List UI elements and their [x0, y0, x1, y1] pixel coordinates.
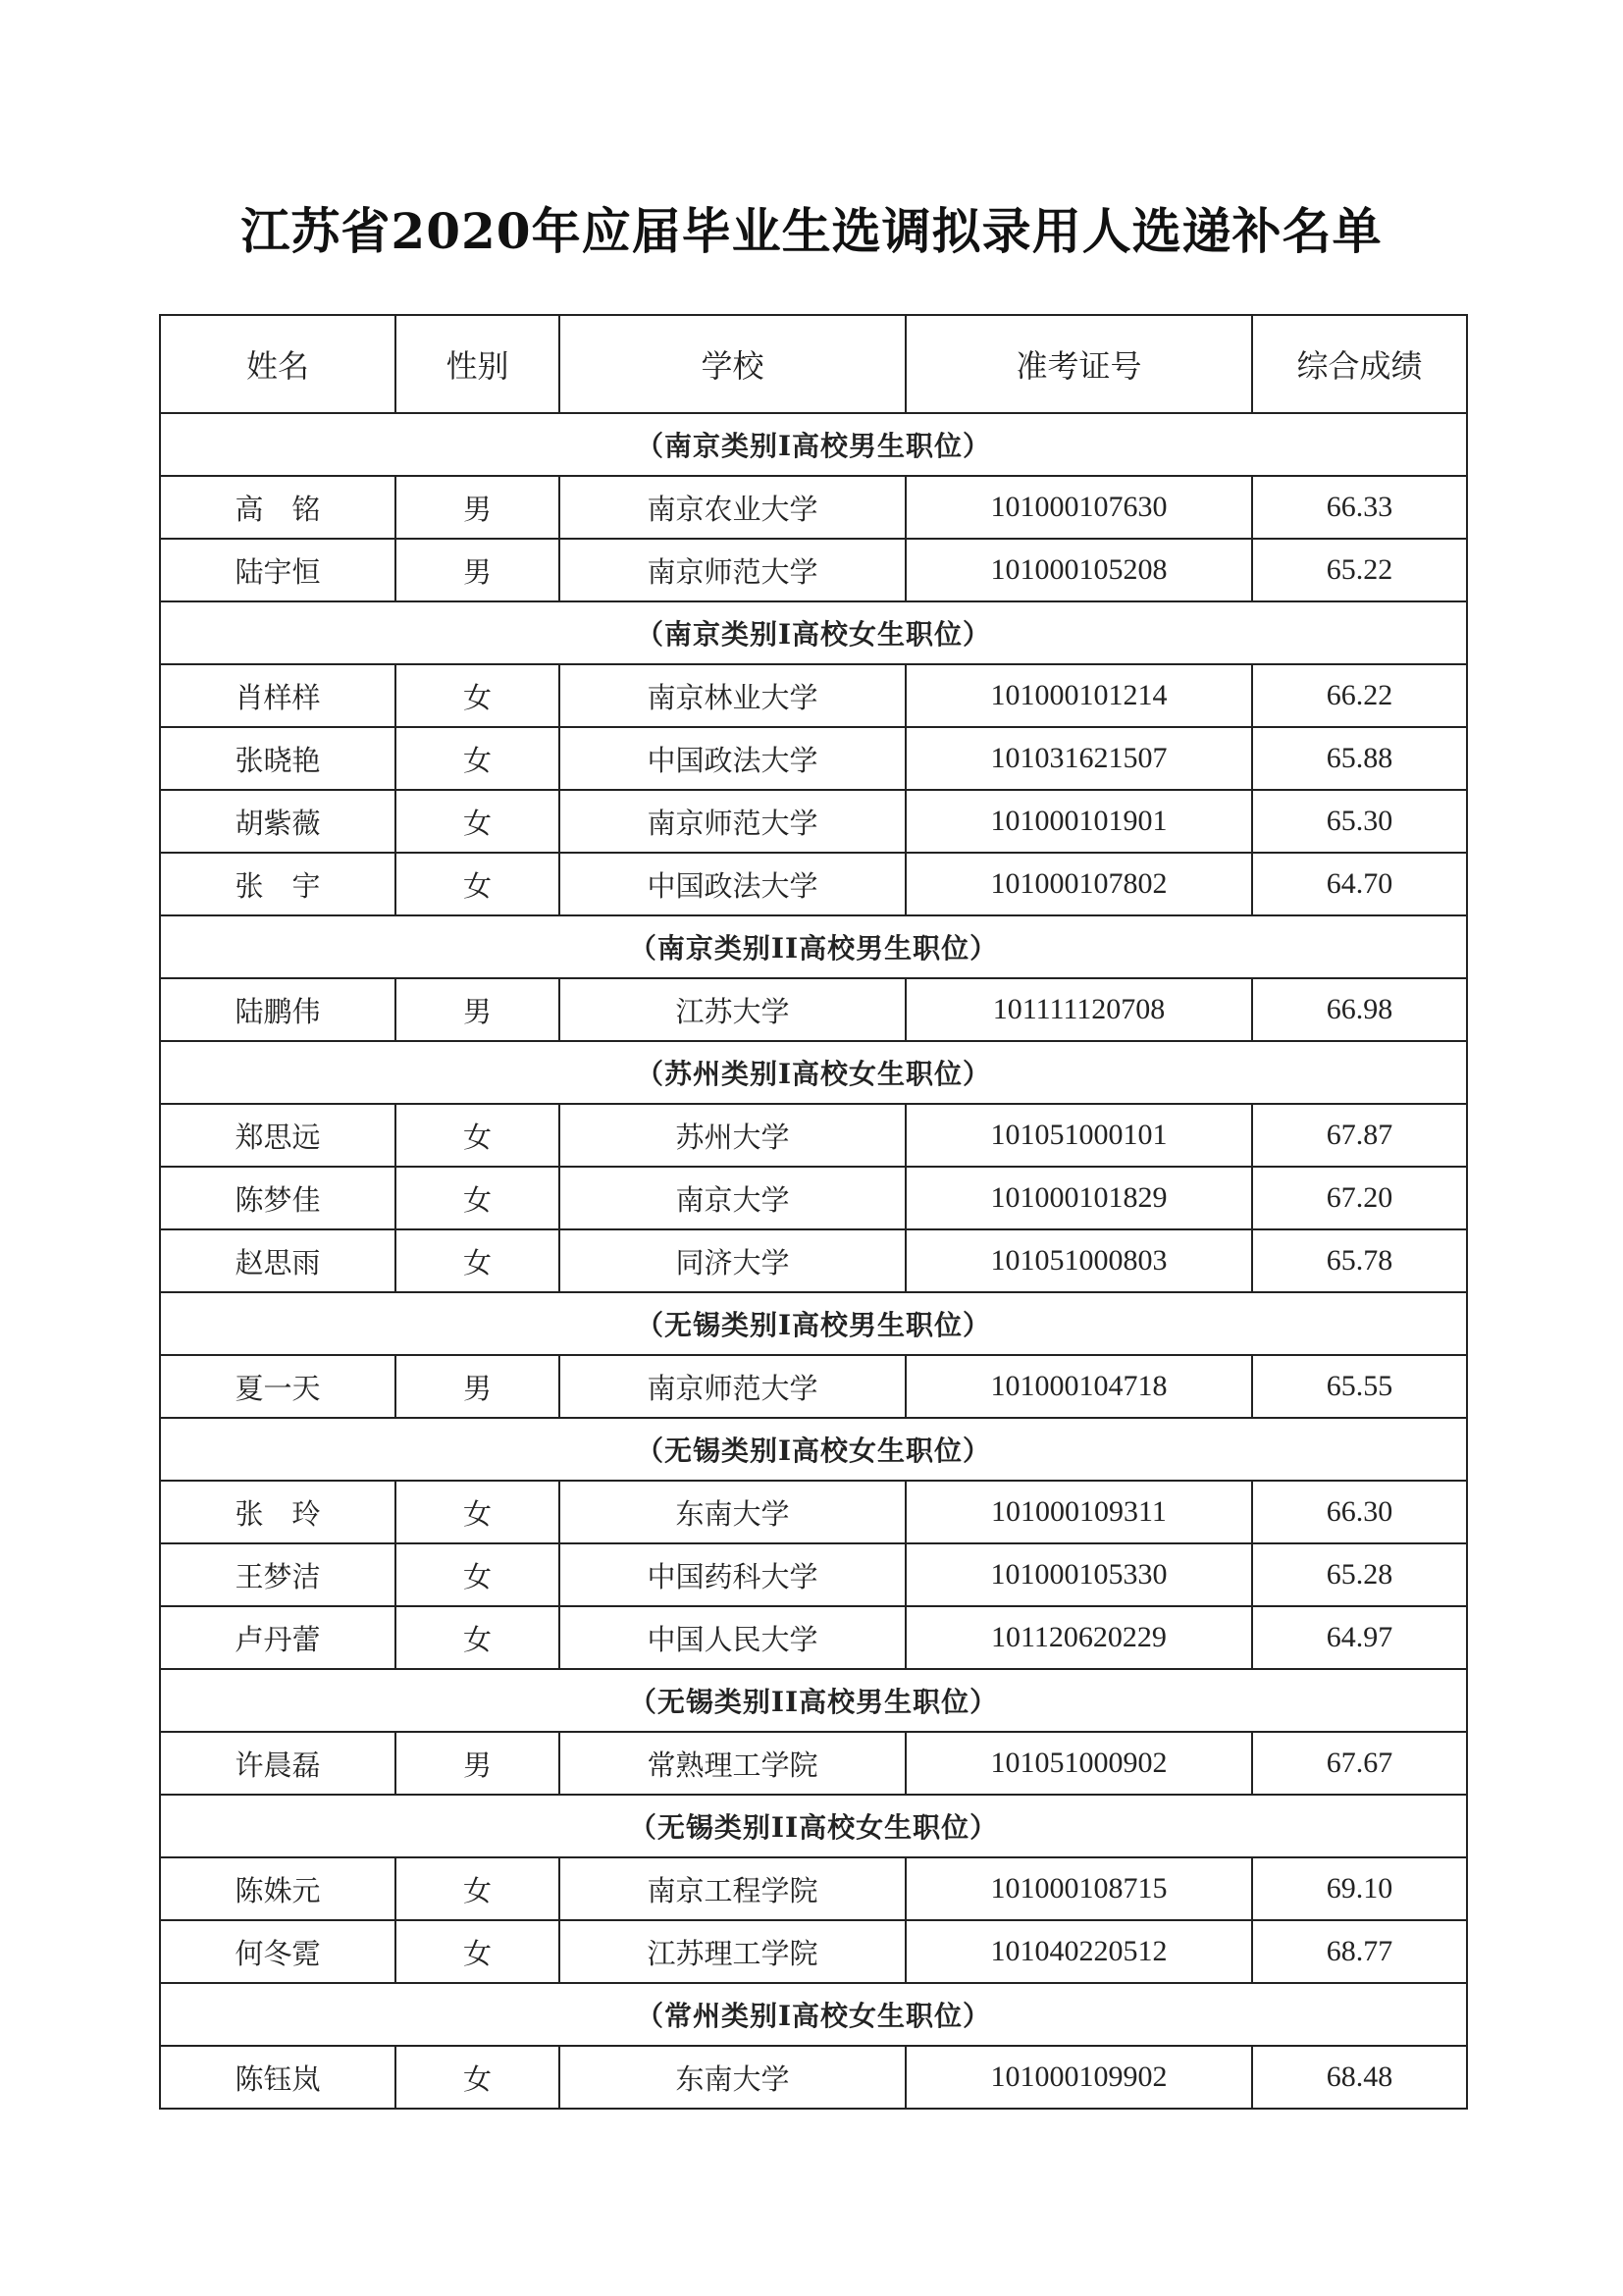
candidate-name: 高 铭: [160, 476, 395, 539]
column-header-exam-number: 准考证号: [906, 315, 1252, 413]
position-group-label: （苏州类别I高校女生职位）: [160, 1041, 1467, 1104]
candidate-exam-number: 101000104718: [906, 1355, 1252, 1418]
candidate-score: 65.22: [1252, 539, 1467, 601]
position-group-row: [160, 413, 1467, 476]
candidate-name: 张 宇: [160, 853, 395, 915]
candidate-score: 65.78: [1252, 1229, 1467, 1292]
candidate-school: 南京师范大学: [559, 1355, 906, 1418]
candidate-name: 陈梦佳: [160, 1167, 395, 1229]
position-group-label: （南京类别I高校女生职位）: [160, 601, 1467, 664]
candidate-gender: 女: [395, 2046, 559, 2109]
table-row: [160, 476, 1467, 539]
position-group-row: [160, 1041, 1467, 1104]
candidate-score: 67.67: [1252, 1732, 1467, 1795]
candidate-school: 南京师范大学: [559, 790, 906, 853]
candidate-gender: 男: [395, 1355, 559, 1418]
candidate-name: 肖样样: [160, 664, 395, 727]
candidate-score: 68.77: [1252, 1920, 1467, 1983]
position-group-row: [160, 1983, 1467, 2046]
candidate-exam-number: 101031621507: [906, 727, 1252, 790]
candidate-score: 66.98: [1252, 978, 1467, 1041]
candidate-score: 65.28: [1252, 1543, 1467, 1606]
position-group-row: [160, 601, 1467, 664]
candidate-gender: 男: [395, 1732, 559, 1795]
candidate-table: [159, 314, 1468, 2110]
candidate-name: 陈钰岚: [160, 2046, 395, 2109]
candidate-school: 江苏理工学院: [559, 1920, 906, 1983]
candidate-name: 卢丹蕾: [160, 1606, 395, 1669]
candidate-exam-number: 101051000101: [906, 1104, 1252, 1167]
table-row: [160, 1229, 1467, 1292]
candidate-gender: 男: [395, 978, 559, 1041]
candidate-gender: 女: [395, 1229, 559, 1292]
candidate-school: 南京大学: [559, 1167, 906, 1229]
position-group-row: [160, 1669, 1467, 1732]
table-row: [160, 1104, 1467, 1167]
position-group-row: [160, 1795, 1467, 1857]
position-group-label: （无锡类别I高校女生职位）: [160, 1418, 1467, 1481]
candidate-score: 64.97: [1252, 1606, 1467, 1669]
candidate-score: 65.88: [1252, 727, 1467, 790]
candidate-exam-number: 101000101214: [906, 664, 1252, 727]
candidate-gender: 女: [395, 727, 559, 790]
position-group-label: （无锡类别II高校男生职位）: [160, 1669, 1467, 1732]
candidate-school: 东南大学: [559, 2046, 906, 2109]
candidate-school: 中国药科大学: [559, 1543, 906, 1606]
candidate-exam-number: 101000107802: [906, 853, 1252, 915]
table-body: [160, 413, 1467, 2109]
candidate-school: 东南大学: [559, 1481, 906, 1543]
table-row: [160, 539, 1467, 601]
candidate-school: 江苏大学: [559, 978, 906, 1041]
candidate-name: 张 玲: [160, 1481, 395, 1543]
candidate-school: 南京师范大学: [559, 539, 906, 601]
header-row: [160, 315, 1467, 413]
candidate-exam-number: 101000101829: [906, 1167, 1252, 1229]
candidate-school: 中国政法大学: [559, 727, 906, 790]
candidate-exam-number: 101051000902: [906, 1732, 1252, 1795]
candidate-school: 南京林业大学: [559, 664, 906, 727]
candidate-score: 65.55: [1252, 1355, 1467, 1418]
candidate-score: 65.30: [1252, 790, 1467, 853]
candidate-name: 胡紫薇: [160, 790, 395, 853]
table-row: [160, 1606, 1467, 1669]
candidate-gender: 男: [395, 476, 559, 539]
candidate-score: 66.33: [1252, 476, 1467, 539]
page-title: 江苏省2020年应届毕业生选调拟录用人选递补名单: [240, 202, 1383, 260]
table-row: [160, 727, 1467, 790]
candidate-school: 同济大学: [559, 1229, 906, 1292]
candidate-exam-number: 101000105208: [906, 539, 1252, 601]
position-group-row: [160, 915, 1467, 978]
candidate-exam-number: 101000109311: [906, 1481, 1252, 1543]
candidate-exam-number: 101051000803: [906, 1229, 1252, 1292]
position-group-row: [160, 1418, 1467, 1481]
candidate-gender: 女: [395, 853, 559, 915]
candidate-exam-number: 101000101901: [906, 790, 1252, 853]
candidate-school: 南京工程学院: [559, 1857, 906, 1920]
table-header: [160, 315, 1467, 413]
candidate-score: 67.20: [1252, 1167, 1467, 1229]
candidate-name: 何冬霓: [160, 1920, 395, 1983]
candidate-name: 王梦洁: [160, 1543, 395, 1606]
column-header-school: 学校: [559, 315, 906, 413]
candidate-name: 夏一天: [160, 1355, 395, 1418]
candidate-school: 中国政法大学: [559, 853, 906, 915]
candidate-gender: 女: [395, 1857, 559, 1920]
position-group-label: （南京类别I高校男生职位）: [160, 413, 1467, 476]
table-row: [160, 1857, 1467, 1920]
candidate-exam-number: 101000108715: [906, 1857, 1252, 1920]
candidate-exam-number: 101111120708: [906, 978, 1252, 1041]
candidate-name: 郑思远: [160, 1104, 395, 1167]
table-row: [160, 1167, 1467, 1229]
candidate-score: 64.70: [1252, 853, 1467, 915]
position-group-row: [160, 1292, 1467, 1355]
candidate-exam-number: 101000107630: [906, 476, 1252, 539]
candidate-score: 67.87: [1252, 1104, 1467, 1167]
candidate-gender: 女: [395, 1104, 559, 1167]
table-row: [160, 664, 1467, 727]
candidate-school: 常熟理工学院: [559, 1732, 906, 1795]
position-group-label: （无锡类别I高校男生职位）: [160, 1292, 1467, 1355]
position-group-label: （无锡类别II高校女生职位）: [160, 1795, 1467, 1857]
candidate-gender: 女: [395, 790, 559, 853]
table-row: [160, 2046, 1467, 2109]
column-header-name: 姓名: [160, 315, 395, 413]
candidate-score: 68.48: [1252, 2046, 1467, 2109]
candidate-school: 中国人民大学: [559, 1606, 906, 1669]
table-row: [160, 853, 1467, 915]
candidate-gender: 女: [395, 1481, 559, 1543]
candidate-score: 69.10: [1252, 1857, 1467, 1920]
candidate-name: 许晨磊: [160, 1732, 395, 1795]
candidate-exam-number: 101040220512: [906, 1920, 1252, 1983]
candidate-gender: 男: [395, 539, 559, 601]
column-header-score: 综合成绩: [1252, 315, 1467, 413]
candidate-gender: 女: [395, 664, 559, 727]
table-row: [160, 1732, 1467, 1795]
candidate-name: 张晓艳: [160, 727, 395, 790]
table-row: [160, 1920, 1467, 1983]
position-group-label: （常州类别I高校女生职位）: [160, 1983, 1467, 2046]
table-row: [160, 1481, 1467, 1543]
candidate-gender: 女: [395, 1167, 559, 1229]
candidate-name: 陆宇恒: [160, 539, 395, 601]
candidate-exam-number: 101000109902: [906, 2046, 1252, 2109]
candidate-score: 66.30: [1252, 1481, 1467, 1543]
position-group-label: （南京类别II高校男生职位）: [160, 915, 1467, 978]
candidate-gender: 女: [395, 1920, 559, 1983]
table-row: [160, 1543, 1467, 1606]
candidate-exam-number: 101000105330: [906, 1543, 1252, 1606]
column-header-gender: 性别: [395, 315, 559, 413]
table-row: [160, 978, 1467, 1041]
candidate-name: 陈姝元: [160, 1857, 395, 1920]
table-row: [160, 790, 1467, 853]
table-row: [160, 1355, 1467, 1418]
candidate-gender: 女: [395, 1543, 559, 1606]
candidate-name: 赵思雨: [160, 1229, 395, 1292]
candidate-gender: 女: [395, 1606, 559, 1669]
candidate-exam-number: 101120620229: [906, 1606, 1252, 1669]
candidate-school: 苏州大学: [559, 1104, 906, 1167]
candidate-school: 南京农业大学: [559, 476, 906, 539]
candidate-score: 66.22: [1252, 664, 1467, 727]
candidate-name: 陆鹏伟: [160, 978, 395, 1041]
